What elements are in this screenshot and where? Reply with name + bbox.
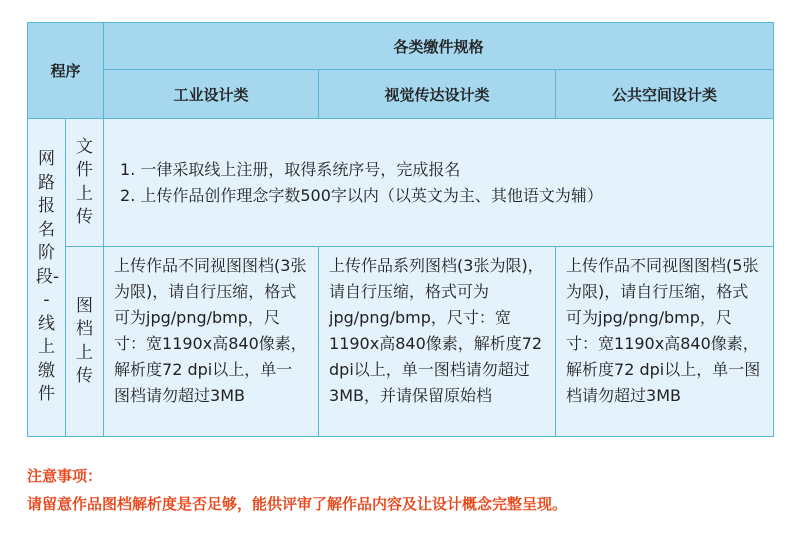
notes-section xyxy=(27,462,567,518)
space-image-spec: 上传作品不同视图图档(5张为限)，请自行压缩，格式可为jpg/png/bmp，尺寸：宽1190x高840像素，解析度72 dpi以上，单一图档请勿超过3MB xyxy=(556,247,774,437)
requirement-item-2: 2. 上传作品创作理念字数500字以内（以英文为主、其他语文为辅） xyxy=(120,185,603,205)
industrial-image-spec: 上传作品不同视图图档(3张为限)，请自行压缩，格式可为jpg/png/bmp，尺寸：宽1190x高840像素，解析度72 dpi以上，单一图档请勿超过3MB xyxy=(104,247,319,437)
spec-table-wrapper xyxy=(27,22,774,437)
visual-image-spec: 上传作品系列图档(3张为限)，请自行压缩，格式可为jpg/png/bmp，尺寸：宽1190x高840像素，解析度72 dpi以上，单一图档请勿超过3MB，并请保留原始档 xyxy=(319,247,556,437)
notes-text: 请留意作品图档解析度是否足够，能供评审了解作品内容及让设计概念完整呈现。 xyxy=(27,495,568,513)
file-upload-requirements xyxy=(104,119,774,247)
category-space-header: 公共空间设计类 xyxy=(556,70,774,119)
submission-spec-table xyxy=(27,22,774,437)
file-upload-label: 文件上传 xyxy=(66,119,104,247)
category-visual-header: 视觉传达设计类 xyxy=(319,70,556,119)
notes-title: 注意事项： xyxy=(27,467,103,485)
requirement-item-1: 1. 一律采取线上注册，取得系统序号，完成报名 xyxy=(120,159,461,179)
procedure-header: 程序 xyxy=(28,23,104,119)
stage-label: 网路报名阶段--线上缴件 xyxy=(28,119,66,437)
category-industrial-header: 工业设计类 xyxy=(104,70,319,119)
spec-title-header: 各类缴件规格 xyxy=(104,23,774,70)
image-upload-label: 图档上传 xyxy=(66,247,104,437)
